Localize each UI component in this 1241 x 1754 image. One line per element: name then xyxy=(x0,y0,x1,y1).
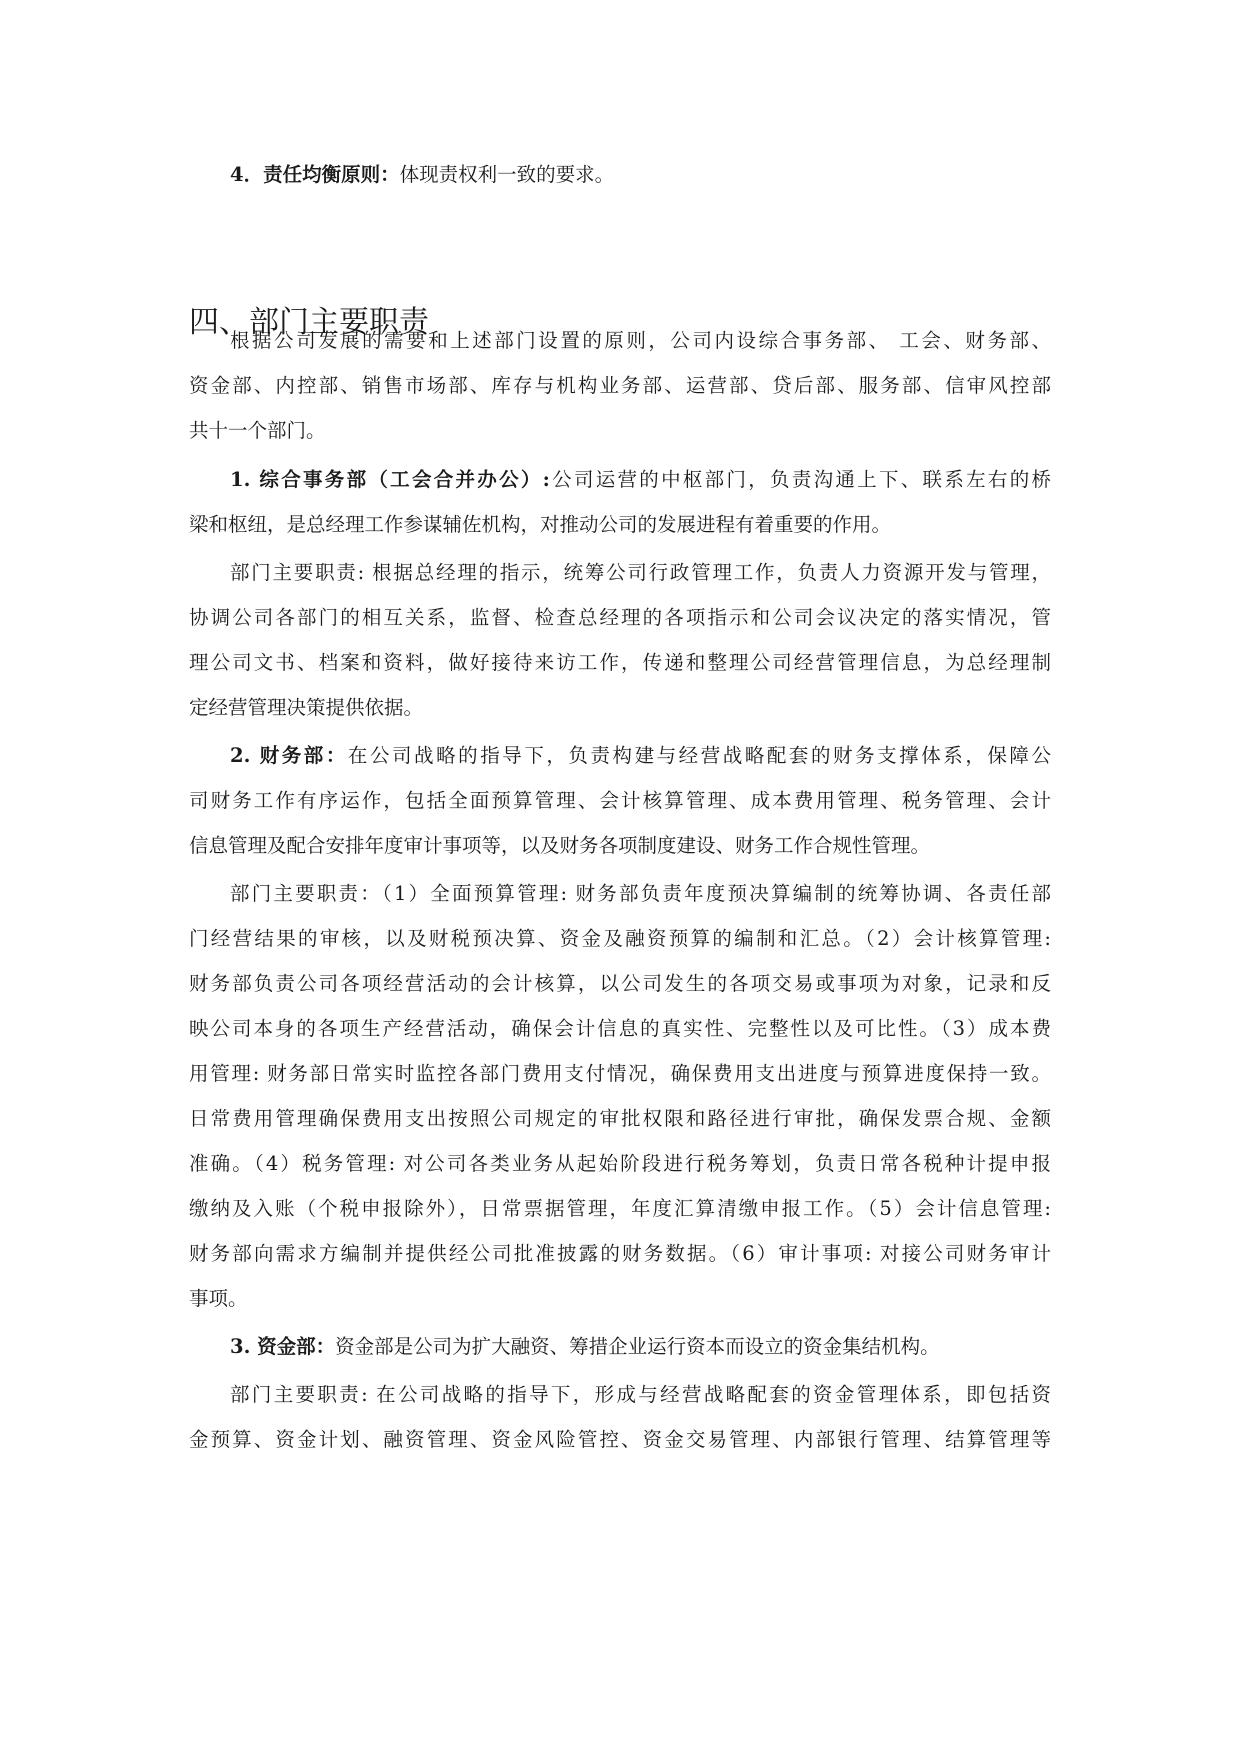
dept1-duties-line-4: 定经营管理决策提供依据。 xyxy=(189,696,424,719)
dept2-duties-line-7: 准确。（4）税务管理: 对公司各类业务从起始阶段进行税务筹划，负责日常各税种计提申报 xyxy=(189,1152,1051,1175)
dept3-text-1: 资金部是公司为扩大融资、筹措企业运行资本而设立的资金集结机构。 xyxy=(335,1335,940,1358)
principle-4-text: 体现责权利一致的要求。 xyxy=(399,163,615,186)
dept1-duties-line-1: 部门主要职责: 根据总经理的指示，统筹公司行政管理工作，负责人力资源开发与管理， xyxy=(230,561,1051,584)
principle-4-paragraph xyxy=(230,162,1051,188)
dept1-duties-line-2: 协调公司各部门的相互关系，监督、检查总经理的各项指示和公司会议决定的落实情况，管 xyxy=(189,606,1051,629)
dept2-paragraph-line-2: 司财务工作有序运作，包括全面预算管理、会计核算管理、成本费用管理、税务管理、会计 xyxy=(189,789,1051,812)
dept3-duties-line-2: 金预算、资金计划、融资管理、资金风险管控、资金交易管理、内部银行管理、结算管理等 xyxy=(189,1428,1051,1451)
principle-4-label: 4．责任均衡原则： xyxy=(230,163,400,186)
dept1-text-1: 公司运营的中枢部门，负责沟通上下、联系左右的桥 xyxy=(549,468,1051,491)
dept2-duties-line-9: 财务部向需求方编制并提供经公司批准披露的财务数据。（6）审计事项: 对接公司财务审计 xyxy=(189,1242,1051,1265)
dept2-label: 2. 财务部： xyxy=(230,744,348,767)
dept1-paragraph-line-2: 梁和枢纽，是总经理工作参谋辅佐机构，对推动公司的发展进程有着重要的作用。 xyxy=(189,513,892,536)
dept2-text-1: 在公司战略的指导下，负责构建与经营战略配套的财务支撑体系，保障公 xyxy=(347,744,1051,767)
dept2-duties-line-8: 缴纳及入账（个税申报除外），日常票据管理，年度汇算清缴申报工作。（5）会计信息管理: xyxy=(189,1197,1051,1220)
intro-line-1: 根据公司发展的需要和上述部门设置的原则，公司内设综合事务部、 工会、财务部、 xyxy=(230,329,1051,352)
dept2-duties-line-5: 用管理: 财务部日常实时监控各部门费用支付情况，确保费用支出进度与预算进度保持一致。 xyxy=(189,1062,1051,1085)
intro-line-3: 共十一个部门。 xyxy=(189,419,326,442)
dept2-paragraph-line-1 xyxy=(230,743,1051,769)
section-title: 四、部门主要职责 xyxy=(189,305,429,340)
dept2-duties-line-1: 部门主要职责：（1）全面预算管理: 财务部负责年度预决算编制的统筹协调、各责任部 xyxy=(230,882,1051,905)
dept3-paragraph-line-1 xyxy=(230,1334,1051,1360)
intro-line-2: 资金部、内控部、销售市场部、库存与机构业务部、运营部、贷后部、服务部、信审风控部 xyxy=(189,374,1051,397)
dept2-duties-line-2: 门经营结果的审核，以及财税预决算、资金及融资预算的编制和汇总。（2）会计核算管理: xyxy=(189,927,1051,950)
dept1-duties-line-3: 理公司文书、档案和资料，做好接待来访工作，传递和整理公司经营管理信息，为总经理制 xyxy=(189,651,1051,674)
dept2-duties-line-4: 映公司本身的各项生产经营活动，确保会计信息的真实性、完整性以及可比性。（3）成本费 xyxy=(189,1017,1051,1040)
dept2-duties-line-3: 财务部负责公司各项经营活动的会计核算，以公司发生的各项交易或事项为对象，记录和反 xyxy=(189,972,1051,995)
dept3-duties-line-1: 部门主要职责: 在公司战略的指导下，形成与经营战略配套的资金管理体系，即包括资 xyxy=(230,1383,1051,1406)
dept1-paragraph-line-1 xyxy=(230,467,1051,493)
dept1-label: 1. 综合事务部（工会合并办公）: xyxy=(230,468,550,491)
dept3-label: 3. 资金部： xyxy=(230,1335,336,1358)
dept2-duties-line-6: 日常费用管理确保费用支出按照公司规定的审批权限和路径进行审批，确保发票合规、金额 xyxy=(189,1107,1051,1130)
dept2-duties-line-10: 事项。 xyxy=(189,1287,248,1310)
dept2-paragraph-line-3: 信息管理及配合安排年度审计事项等，以及财务各项制度建设、财务工作合规性管理。 xyxy=(189,834,931,857)
